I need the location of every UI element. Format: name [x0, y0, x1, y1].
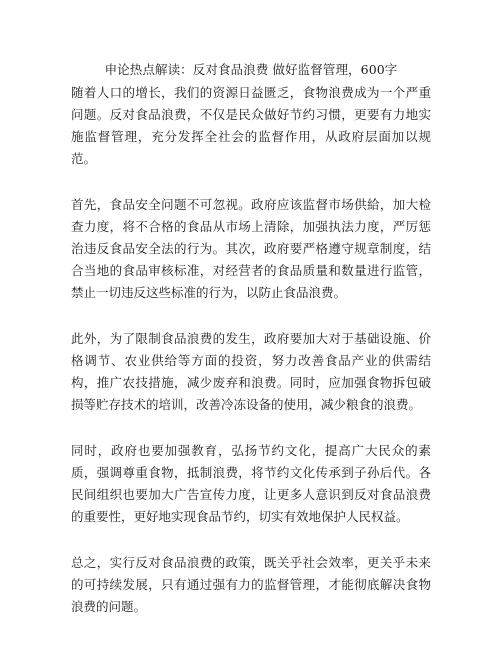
paragraph-2: 首先，食品安全问题不可忽视。政府应该监督市场供給，加大检查力度，将不合格的食品从市场上清除，加强执法力度，严厉惩治违反食品安全法的行为。其次，政府要严格遵守规章制度，结合当地的食品审核标准，对经营者的食品质量和数量进行监管，禁止一切违反这些标准的行为，以防止食品浪费。: [71, 197, 431, 300]
paragraph-1: 随着人口的增长，我们的资源日益匮乏，食物浪费成为一个严重问题。反对食品浪费，不仅是民众做好节约习惯，更要有力地实施监督管理，充分发挥全社会的监督作用，从政府层面加以规范。: [71, 85, 431, 166]
document-title: 申论热点解读：反对食品浪费 做好监督管理，600字: [104, 62, 398, 77]
paragraph-5: 总之，实行反对食品浪费的政策，既关乎社会效率，更关乎未来的可持续发展，只有通过强有力的监督管理，才能彻底解决食物浪费的问题。: [71, 555, 431, 614]
paragraph-4: 同时，政府也要加强教育，弘扬节约文化，提高广大民众的素质，强调尊重食物，抵制浪费，将节约文化传承到子孙后代。各民间组织也要加大广告宣传力度，让更多人意识到反对食品浪费的重要性，更好地实现食品节约，切实有效地保护人民权益。: [71, 443, 431, 524]
paragraph-3: 此外，为了限制食品浪费的发生，政府要加大对于基础设施、价格调节、农业供给等方面的投资，努力改善食品产业的供需结构，推广农技措施，减少废弃和浪费。同时，应加强食物拆包破损等贮存技术的培训，改善冷冻设备的使用，减少粮食的浪费。: [71, 331, 431, 412]
document-body: [71, 82, 431, 642]
